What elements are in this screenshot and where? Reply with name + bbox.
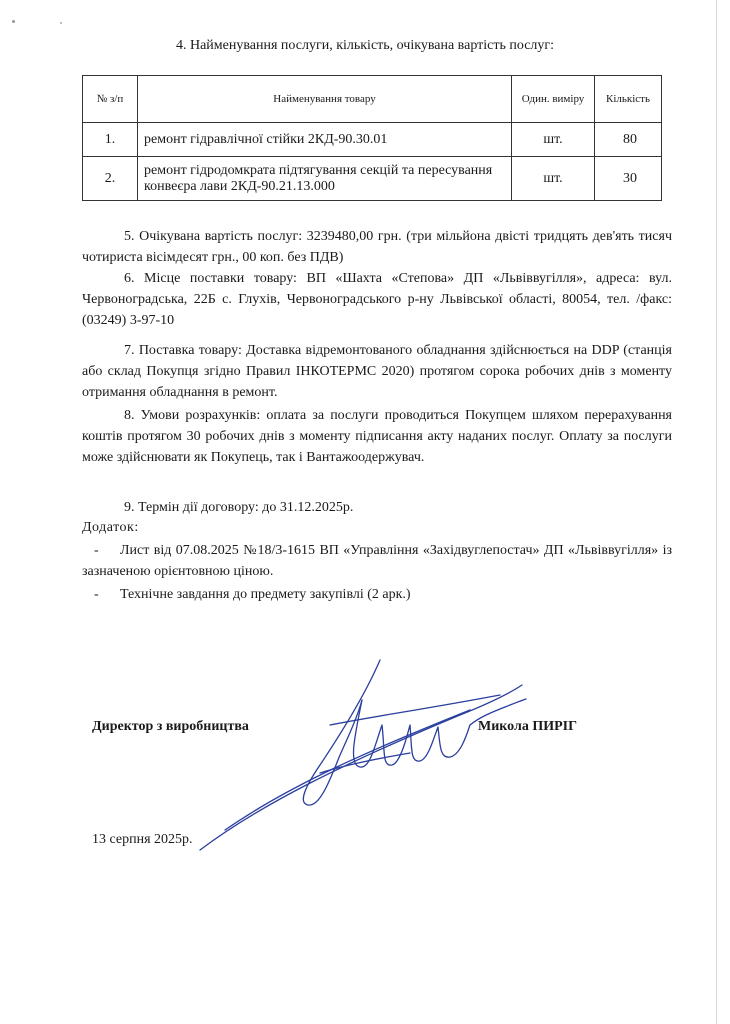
handwritten-signature [170,655,530,855]
table-row [83,157,662,201]
appendix-item [82,584,672,605]
paragraph-9-contract-term: 9. Термін дії договору: до 31.12.2025р. [124,500,354,515]
row-unit: шт. [512,157,595,201]
appendix-title: Додаток: [82,520,139,535]
paragraph-6-delivery-place: 6. Місце поставки товару: ВП «Шахта «Степова» ДП «Львіввугілля», адреса: вул. Червоноградська, 22Б с. Глухів, Червоноградського р-ну Львівської області, 80054, тел. /факс: (03249) 3-97-10 [82,271,672,328]
scan-speck [60,22,62,24]
row-unit: шт. [512,123,595,157]
paragraph-7-delivery-terms: 7. Поставка товару: Доставка відремонтованого обладнання здійснюється на DDP (станція або склад Покупця згідно Правил ІНКОТЕРМС 2020) протягом сорока робочих днів з моменту отримання обладнання в ремонт. [82,343,672,400]
row-quantity: 80 [595,123,662,157]
scan-speck [12,20,15,23]
col-header-number: № з/п [83,76,138,123]
section-heading-4: 4. Найменування послуги, кількість, очікувана вартість послуг: [175,38,555,53]
signatory-name: Микола ПИРІГ [478,719,578,734]
paragraph-8-payment-terms: 8. Умови розрахунків: оплата за послуги проводиться Покупцем шляхом перерахування коштів протягом 30 робочих днів з моменту підписання акту наданих послуг. Оплату за послуги може здійснювати як Покупець, так і Вантажоодержувач. [82,408,672,465]
signatory-title: Директор з виробництва [92,719,249,734]
paragraph-5-cost: 5. Очікувана вартість послуг: 3239480,00 грн. (три мільйона двісті тридцять дев'ять тисяч чотириста вісімдесят грн., 00 коп. без ПДВ) [82,229,672,265]
appendix-bullet: - [94,587,99,602]
row-number: 2. [83,157,138,201]
col-header-quantity: Кількість [595,76,662,123]
col-header-unit: Один. виміру [512,76,595,123]
appendix-item-text: Лист від 07.08.2025 №18/3-1615 ВП «Управління «Західвуглепостач» ДП «Львіввугілля» із зазначеною орієнтовною ціною. [82,543,672,579]
table-row [83,123,662,157]
row-item-name: ремонт гідродомкрата підтягування секцій та пересування конвеєра лави 2КД-90.21.13.000 [138,157,512,201]
goods-table [82,75,662,201]
appendix-item [82,540,672,582]
col-header-name: Найменування товару [138,76,512,123]
table-header-row [83,76,662,123]
appendix-bullet: - [94,543,99,558]
appendix-item-text: Технічне завдання до предмету закупівлі (2 арк.) [120,587,411,602]
row-item-name: ремонт гідравлічної стійки 2КД-90.30.01 [138,123,512,157]
row-quantity: 30 [595,157,662,201]
row-number: 1. [83,123,138,157]
signature-date: 13 серпня 2025р. [92,832,193,847]
scan-edge-line [716,0,717,1024]
